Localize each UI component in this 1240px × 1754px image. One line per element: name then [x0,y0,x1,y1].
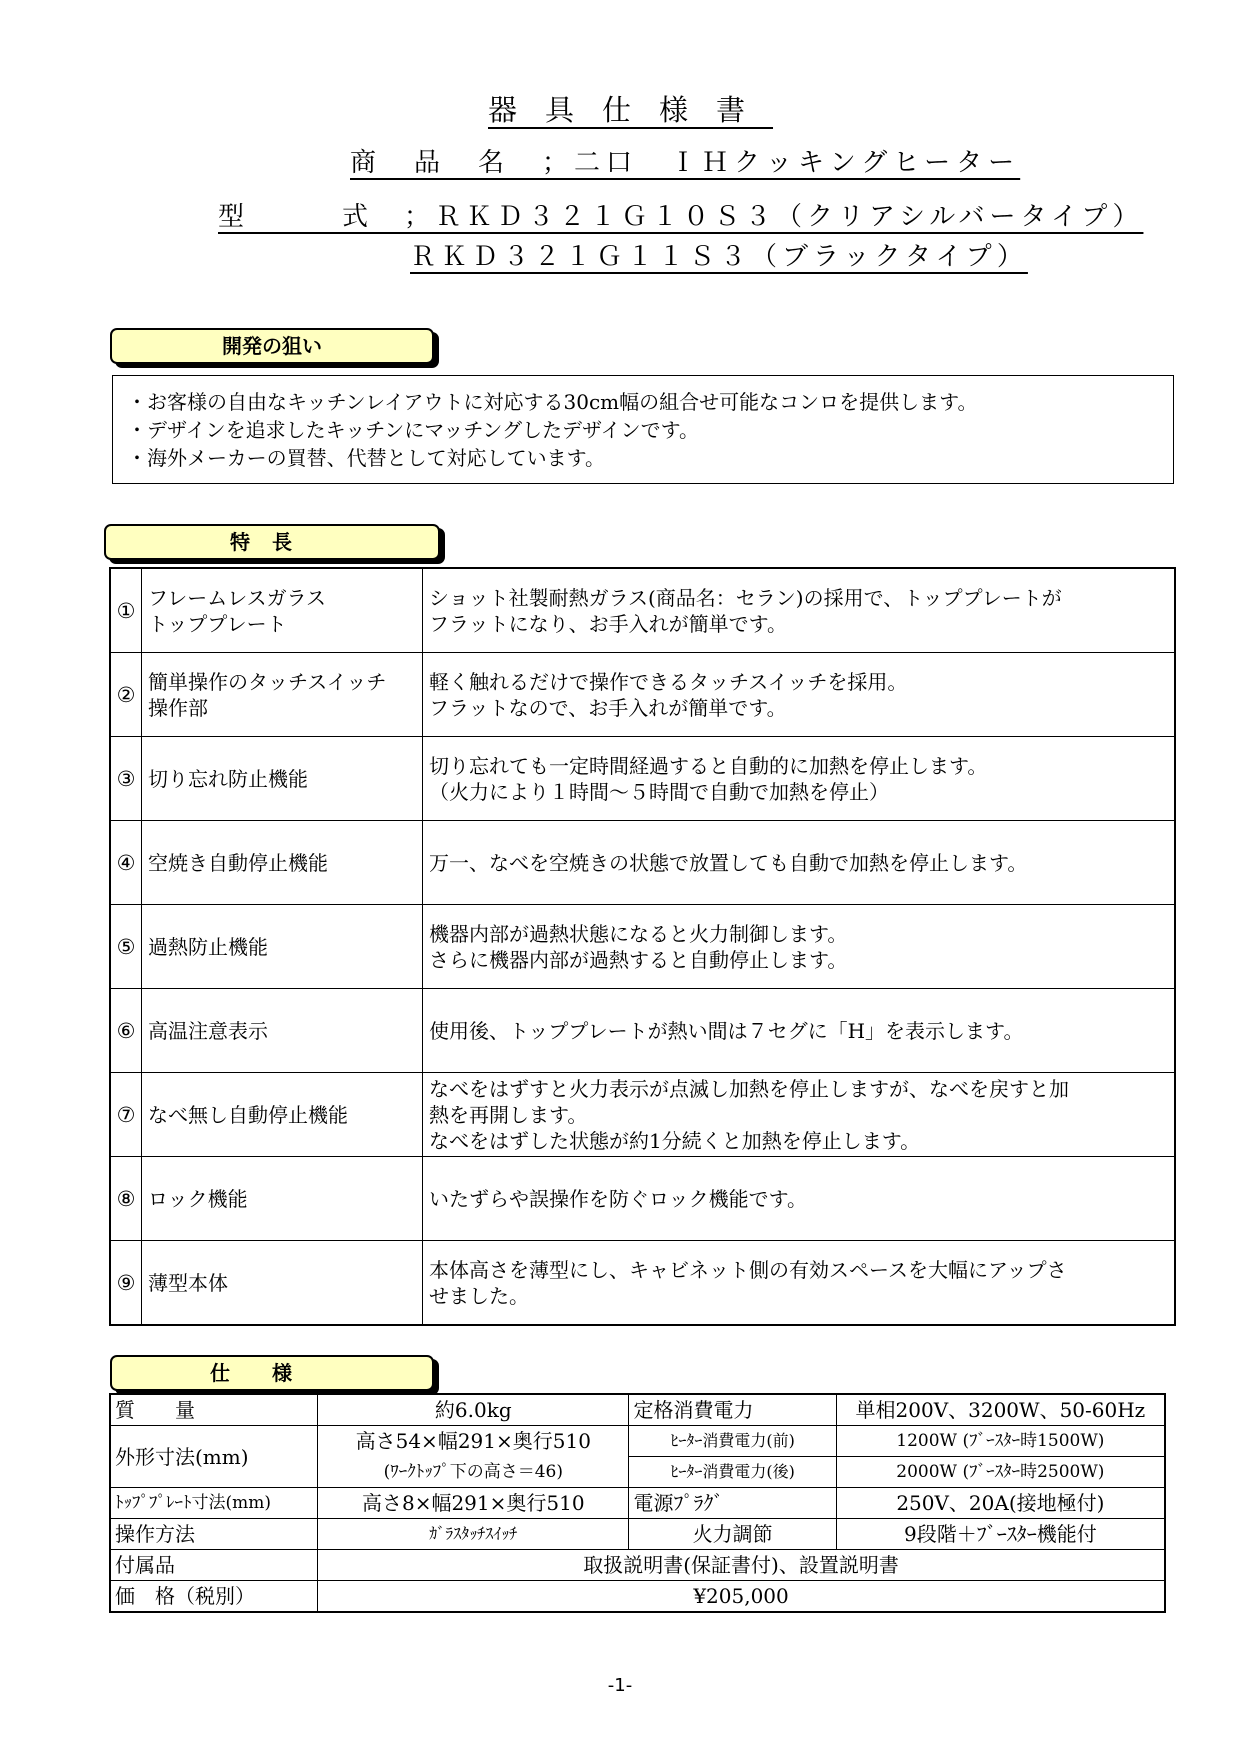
spec-row [110,1488,1165,1519]
spec-value: 9段階＋ﾌﾞｰｽﾀｰ機能付 [836,1519,1165,1550]
spec-label: 価 格（税別） [110,1581,318,1613]
feature-number: ⑦ [110,1073,142,1157]
spec-label: 火力調節 [629,1519,836,1550]
feature-description: 万一、なべを空焼きの状態で放置しても自動で加熱を停止します。 [423,821,1176,905]
spec-value: 高さ8×幅291×奥行510 [318,1488,629,1519]
spec-value: 2000W (ﾌﾞｰｽﾀｰ時2500W) [836,1457,1165,1488]
spec-row [110,1550,1165,1581]
feature-row [110,1157,1175,1241]
spec-label: 付属品 [110,1550,318,1581]
feature-name: 切り忘れ防止機能 [142,737,423,821]
aim-box [112,375,1174,484]
spec-label: ﾋｰﾀｰ消費電力(前) [629,1426,836,1457]
spec-label: 操作方法 [110,1519,318,1550]
feature-row [110,1073,1175,1157]
feature-name: なべ無し自動停止機能 [142,1073,423,1157]
spec-row [110,1426,1165,1457]
feature-description: 切り忘れても一定時間経過すると自動的に加熱を停止します。 （火力により１時間～５時間で自動で加熱を停止） [423,737,1176,821]
feature-description: 本体高さを薄型にし、キャビネット側の有効スペースを大幅にアップさ せました。 [423,1241,1176,1326]
feature-number: ⑥ [110,989,142,1073]
spec-value: ¥205,000 [318,1581,1165,1613]
spec-label: 外形寸法(mm) [110,1426,318,1488]
spec-row [110,1581,1165,1613]
feature-number: ⑨ [110,1241,142,1326]
feature-number: ⑤ [110,905,142,989]
feature-row [110,905,1175,989]
spec-value: 取扱説明書(保証書付)、設置説明書 [318,1550,1165,1581]
spec-value: ｶﾞﾗｽﾀｯﾁｽｲｯﾁ [318,1519,629,1550]
feature-name: 簡単操作のタッチスイッチ 操作部 [142,653,423,737]
aim-item: ・海外メーカーの買替、代替として対応しています。 [127,446,605,470]
feature-name: 薄型本体 [142,1241,423,1326]
feature-row [110,1241,1175,1326]
spec-row [110,1519,1165,1550]
section-label-spec: 仕様 [110,1355,434,1391]
feature-name: 空焼き自動停止機能 [142,821,423,905]
spec-value: 約6.0kg [318,1394,629,1426]
feature-name: 高温注意表示 [142,989,423,1073]
document-title: 器具仕様書 [488,93,774,127]
aim-item: ・お客様の自由なキッチンレイアウトに対応する30cm幅の組合せ可能なコンロを提供します。 [127,390,978,414]
feature-description: なべをはずすと火力表示が点滅し加熱を停止しますが、なべを戻すと加 熱を再開します。 なべをはずした状態が約1分続くと加熱を停止します。 [423,1073,1176,1157]
feature-number: ⑧ [110,1157,142,1241]
feature-name: ロック機能 [142,1157,423,1241]
feature-row [110,737,1175,821]
spec-value: 1200W (ﾌﾞｰｽﾀｰ時1500W) [836,1426,1165,1457]
spec-label: ﾋｰﾀｰ消費電力(後) [629,1457,836,1488]
feature-number: ③ [110,737,142,821]
section-label-features: 特長 [104,524,440,560]
feature-row [110,821,1175,905]
feature-name: フレームレスガラス トッププレート [142,568,423,653]
feature-description: いたずらや誤操作を防ぐロック機能です。 [423,1157,1176,1241]
section-label-aim: 開発の狙い [110,328,434,364]
page-number: -1- [607,1675,633,1696]
feature-description: 機器内部が過熱状態になると火力制御します。 さらに機器内部が過熱すると自動停止します。 [423,905,1176,989]
spec-value: (ﾜｰｸﾄｯﾌﾟ下の高さ＝46) [318,1457,629,1488]
spec-label: 質 量 [110,1394,318,1426]
model-line-silver: 型 式 ；ＲＫＤ３２１Ｇ１０Ｓ３（クリアシルバータイプ） [218,202,1144,232]
spec-value: 高さ54×幅291×奥行510 [318,1426,629,1457]
feature-number: ① [110,568,142,653]
spec-table [109,1393,1166,1613]
feature-row [110,568,1175,653]
feature-description: 軽く触れるだけで操作できるタッチスイッチを採用。 フラットなので、お手入れが簡単です。 [423,653,1176,737]
feature-number: ④ [110,821,142,905]
feature-description: ショット社製耐熱ガラス(商品名：セラン)の採用で、トッププレートが フラットになり、お手入れが簡単です。 [423,568,1176,653]
feature-row [110,653,1175,737]
product-name-line: 商 品 名 ；二口 ＩＨクッキングヒーター [350,148,1021,178]
aim-item: ・デザインを追求したキッチンにマッチングしたデザインです。 [127,418,699,442]
model-line-black: ＲＫＤ３２１Ｇ１１Ｓ３（ブラックタイプ） [410,242,1028,272]
spec-row [110,1394,1165,1426]
spec-label: ﾄｯﾌﾟﾌﾟﾚｰﾄ寸法(mm) [110,1488,318,1519]
feature-number: ② [110,653,142,737]
features-table [109,567,1176,1326]
spec-label: 電源ﾌﾟﾗｸﾞ [629,1488,836,1519]
spec-label: 定格消費電力 [629,1394,836,1426]
feature-name: 過熱防止機能 [142,905,423,989]
spec-value: 250V、20A(接地極付) [836,1488,1165,1519]
feature-description: 使用後、トッププレートが熱い間は７セグに「H」を表示します。 [423,989,1176,1073]
feature-row [110,989,1175,1073]
spec-value: 単相200V、3200W、50-60Hz [836,1394,1165,1426]
